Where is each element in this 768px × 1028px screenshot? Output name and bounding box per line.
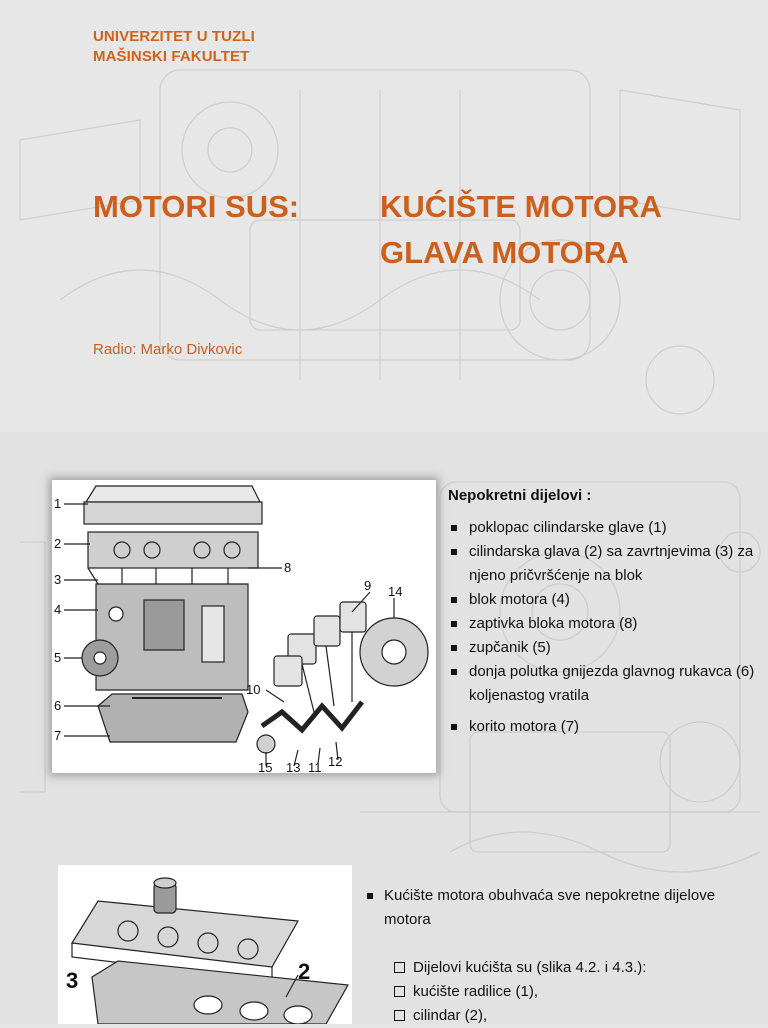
figure-label-5: 5 (54, 650, 62, 665)
v-engine-housing-figure (58, 865, 352, 1024)
figure-label-1: 1 (54, 496, 62, 511)
list-item: cilindarska glava (2) sa zavrtnjevima (3) za njeno pričvršćenje na blok (448, 540, 764, 588)
university-header (93, 27, 255, 67)
figure-label-10: 10 (246, 682, 261, 697)
housing-text (366, 884, 746, 1024)
figure-label-3: 3 (66, 968, 79, 993)
checkbox-list-item: kućište radilice (1), (394, 980, 646, 1004)
figure-label-14: 14 (388, 584, 403, 599)
figure-label-6: 6 (54, 698, 62, 713)
parts-heading: Nepokretni dijelovi : (448, 487, 592, 504)
faculty-name: MAŠINSKI FAKULTET (93, 48, 250, 65)
title-right-line1: KUĆIŠTE MOTORA (380, 189, 662, 224)
v-engine-drawing (58, 865, 352, 1024)
figure-label-2: 2 (54, 536, 62, 551)
list-item: blok motora (4) (448, 588, 764, 612)
list-item: korito motora (7) (448, 715, 764, 739)
engine-exploded-drawing (52, 480, 436, 773)
parts-list (448, 516, 764, 739)
figure-label-12: 12 (328, 754, 343, 769)
list-item: zupčanik (5) (448, 636, 764, 660)
figure-label-11: 11 (308, 760, 322, 773)
engine-parts-figure (52, 480, 436, 773)
figure-label-8: 8 (284, 560, 292, 575)
list-item: zaptivka bloka motora (8) (448, 612, 764, 636)
title-left: MOTORI SUS: (93, 189, 300, 224)
list-item: poklopac cilindarske glave (1) (448, 516, 764, 540)
list-item: donja polutka gnijezda glavnog rukavca (6) koljenastog vratila (448, 660, 764, 708)
figure-label-15: 15 (258, 760, 273, 773)
title-slide (0, 0, 768, 432)
figure-label-2: 2 (298, 959, 311, 984)
housing-bullet: Kućište motora obuhvaća sve nepokretne dijelove motora (366, 884, 746, 932)
figure-label-9: 9 (364, 578, 372, 593)
figure-label-13: 13 (286, 760, 301, 773)
checkbox-list-item: cilindar (2), (394, 1004, 646, 1028)
author-line: Radio: Marko Divkovic (93, 341, 243, 358)
figure-label-4: 4 (54, 602, 62, 617)
figure-label-7: 7 (54, 728, 62, 743)
housing-subitems (394, 956, 646, 1028)
title-right-line2: GLAVA MOTORA (380, 235, 629, 270)
university-name: UNIVERZITET U TUZLI (93, 28, 255, 45)
figure-label-3: 3 (54, 572, 62, 587)
checkbox-list-item: Dijelovi kućišta su (slika 4.2. i 4.3.): (394, 956, 646, 980)
